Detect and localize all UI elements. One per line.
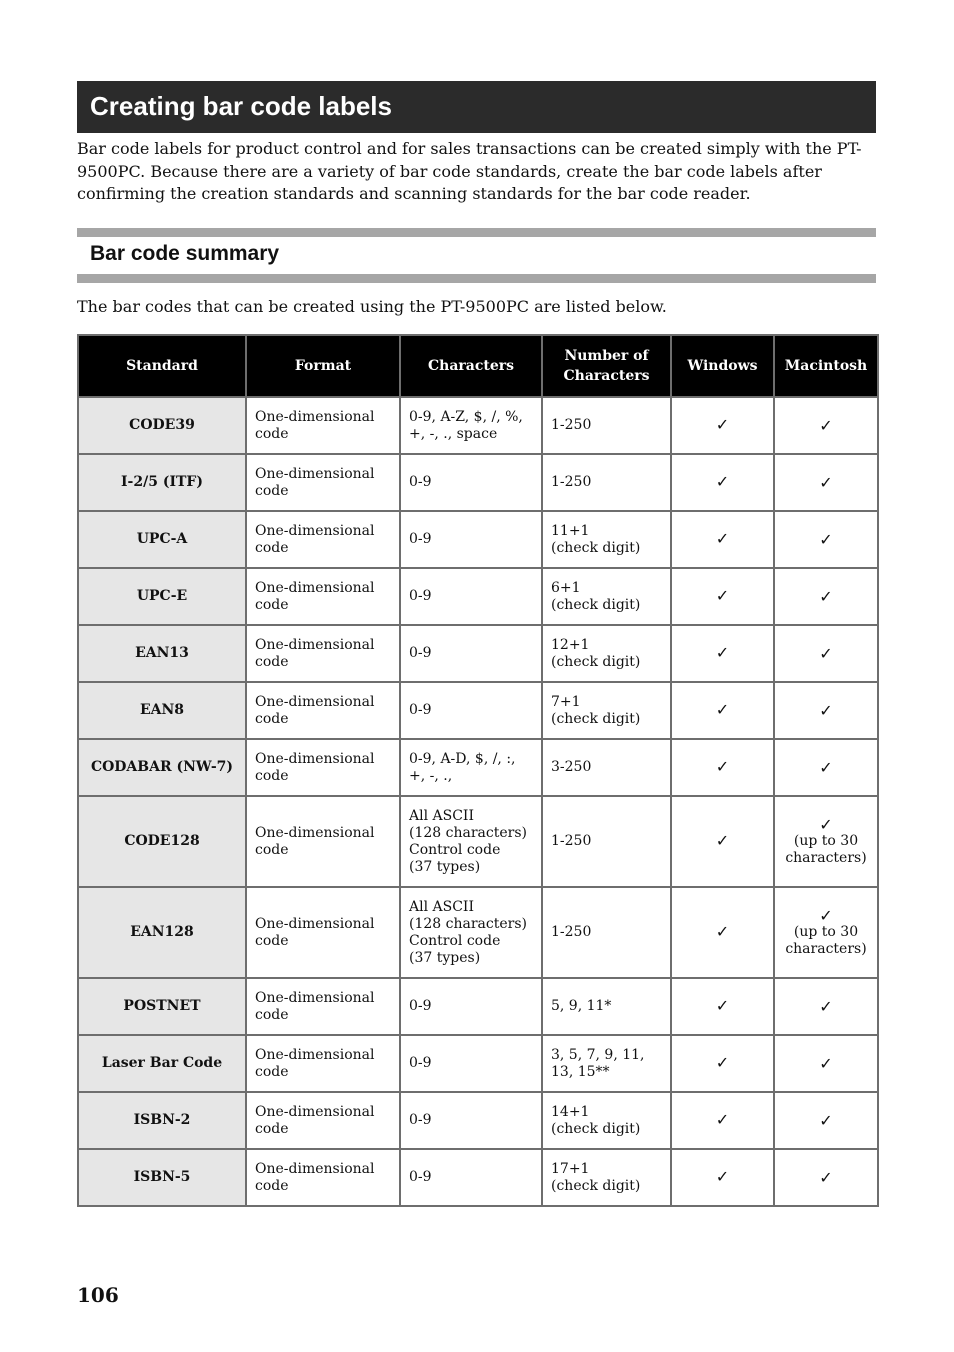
cell-windows bbox=[671, 739, 774, 796]
header-characters: Characters bbox=[400, 335, 542, 397]
cell-number-of-characters: 3, 5, 7, 9, 11, 13, 15** bbox=[542, 1035, 671, 1092]
cell-format: One-dimensional code bbox=[246, 454, 400, 511]
cell-windows bbox=[671, 1092, 774, 1149]
cell-number-of-characters: 1-250 bbox=[542, 887, 671, 978]
cell-number-of-characters: 6+1 (check digit) bbox=[542, 568, 671, 625]
cell-macintosh bbox=[774, 682, 878, 739]
cell-macintosh bbox=[774, 1035, 878, 1092]
cell-standard: ISBN-5 bbox=[78, 1149, 246, 1206]
table-body bbox=[78, 397, 878, 1206]
cell-number-of-characters: 1-250 bbox=[542, 796, 671, 887]
table-row bbox=[78, 625, 878, 682]
section-title: Bar code summary bbox=[90, 242, 280, 265]
cell-number-of-characters: 3-250 bbox=[542, 739, 671, 796]
check-icon: ✓ bbox=[819, 644, 833, 663]
cell-windows bbox=[671, 397, 774, 454]
cell-characters: All ASCII (128 characters) Control code (37 types) bbox=[400, 887, 542, 978]
cell-windows bbox=[671, 796, 774, 887]
cell-standard: UPC-E bbox=[78, 568, 246, 625]
cell-characters: All ASCII (128 characters) Control code (37 types) bbox=[400, 796, 542, 887]
page-number: 106 bbox=[77, 1283, 119, 1307]
check-icon: ✓ bbox=[819, 473, 833, 492]
check-icon: ✓ bbox=[819, 587, 833, 606]
cell-windows bbox=[671, 978, 774, 1035]
cell-format: One-dimensional code bbox=[246, 796, 400, 887]
cell-format: One-dimensional code bbox=[246, 978, 400, 1035]
cell-format: One-dimensional code bbox=[246, 739, 400, 796]
check-icon: ✓ bbox=[715, 415, 730, 434]
cell-windows bbox=[671, 454, 774, 511]
cell-windows bbox=[671, 887, 774, 978]
cell-characters: 0-9 bbox=[400, 511, 542, 568]
check-icon: ✓ bbox=[819, 1054, 833, 1073]
check-icon: ✓ bbox=[715, 1110, 730, 1129]
header-windows: Windows bbox=[671, 335, 774, 397]
table-header-row bbox=[78, 335, 878, 397]
cell-standard: EAN8 bbox=[78, 682, 246, 739]
cell-standard: UPC-A bbox=[78, 511, 246, 568]
cell-number-of-characters: 12+1 (check digit) bbox=[542, 625, 671, 682]
cell-standard: EAN128 bbox=[78, 887, 246, 978]
check-icon: ✓ bbox=[715, 1167, 730, 1186]
mac-note: (up to 30 characters) bbox=[785, 924, 867, 957]
cell-characters: 0-9 bbox=[400, 978, 542, 1035]
cell-format: One-dimensional code bbox=[246, 568, 400, 625]
cell-format: One-dimensional code bbox=[246, 682, 400, 739]
check-icon: ✓ bbox=[819, 997, 833, 1016]
cell-windows bbox=[671, 682, 774, 739]
check-icon: ✓ bbox=[819, 530, 833, 549]
cell-number-of-characters: 17+1 (check digit) bbox=[542, 1149, 671, 1206]
cell-macintosh bbox=[774, 739, 878, 796]
section-rule-bottom bbox=[77, 274, 876, 283]
cell-characters: 0-9 bbox=[400, 1092, 542, 1149]
header-format: Format bbox=[246, 335, 400, 397]
check-icon: ✓ bbox=[715, 996, 730, 1015]
cell-number-of-characters: 1-250 bbox=[542, 397, 671, 454]
cell-characters: 0-9 bbox=[400, 1149, 542, 1206]
check-icon: ✓ bbox=[715, 529, 730, 548]
check-icon: ✓ bbox=[819, 1168, 833, 1187]
table-row bbox=[78, 1092, 878, 1149]
cell-standard: I-2/5 (ITF) bbox=[78, 454, 246, 511]
table-row bbox=[78, 978, 878, 1035]
cell-characters: 0-9 bbox=[400, 454, 542, 511]
cell-number-of-characters: 14+1 (check digit) bbox=[542, 1092, 671, 1149]
check-icon: ✓ bbox=[715, 472, 730, 491]
header-macintosh: Macintosh bbox=[774, 335, 878, 397]
cell-macintosh bbox=[774, 796, 878, 887]
check-icon: ✓ bbox=[715, 586, 730, 605]
cell-format: One-dimensional code bbox=[246, 1092, 400, 1149]
barcode-summary-table bbox=[77, 334, 879, 1207]
cell-macintosh bbox=[774, 454, 878, 511]
check-icon: ✓ bbox=[715, 643, 730, 662]
lead-paragraph: The bar codes that can be created using the PT-9500PC are listed below. bbox=[77, 297, 667, 316]
check-icon: ✓ bbox=[715, 757, 730, 776]
table-row bbox=[78, 887, 878, 978]
cell-macintosh bbox=[774, 625, 878, 682]
table-row bbox=[78, 1035, 878, 1092]
check-icon: ✓ bbox=[819, 815, 833, 834]
cell-format: One-dimensional code bbox=[246, 511, 400, 568]
table-row bbox=[78, 739, 878, 796]
check-icon: ✓ bbox=[819, 906, 833, 925]
table-row bbox=[78, 568, 878, 625]
check-icon: ✓ bbox=[819, 1111, 833, 1130]
check-icon: ✓ bbox=[819, 758, 833, 777]
table-row bbox=[78, 511, 878, 568]
cell-windows bbox=[671, 511, 774, 568]
cell-macintosh bbox=[774, 568, 878, 625]
chapter-title-bar bbox=[77, 81, 876, 133]
cell-macintosh bbox=[774, 1092, 878, 1149]
cell-macintosh bbox=[774, 887, 878, 978]
check-icon: ✓ bbox=[715, 922, 730, 941]
cell-macintosh bbox=[774, 1149, 878, 1206]
intro-paragraph: Bar code labels for product control and for sales transactions can be created simply with the PT-9500PC. Because there are a variety of bar code standards, create the bar code labels after confirming the creation standards and scanning standards for the bar code reader. bbox=[77, 139, 862, 203]
cell-standard: Laser Bar Code bbox=[78, 1035, 246, 1092]
cell-standard: EAN13 bbox=[78, 625, 246, 682]
cell-windows bbox=[671, 625, 774, 682]
cell-windows bbox=[671, 568, 774, 625]
cell-windows bbox=[671, 1149, 774, 1206]
mac-note: (up to 30 characters) bbox=[785, 833, 867, 866]
header-number-of-characters: Number of Characters bbox=[542, 335, 671, 397]
cell-standard: CODABAR (NW-7) bbox=[78, 739, 246, 796]
cell-characters: 0-9 bbox=[400, 568, 542, 625]
cell-standard: ISBN-2 bbox=[78, 1092, 246, 1149]
cell-macintosh bbox=[774, 978, 878, 1035]
cell-number-of-characters: 5, 9, 11* bbox=[542, 978, 671, 1035]
cell-windows bbox=[671, 1035, 774, 1092]
cell-format: One-dimensional code bbox=[246, 1035, 400, 1092]
header-standard: Standard bbox=[78, 335, 246, 397]
section-rule-top bbox=[77, 228, 876, 237]
check-icon: ✓ bbox=[715, 1053, 730, 1072]
cell-characters: 0-9, A-D, $, /, :, +, -, ., bbox=[400, 739, 542, 796]
check-icon: ✓ bbox=[819, 416, 833, 435]
check-icon: ✓ bbox=[819, 701, 833, 720]
cell-format: One-dimensional code bbox=[246, 887, 400, 978]
cell-standard: POSTNET bbox=[78, 978, 246, 1035]
cell-format: One-dimensional code bbox=[246, 1149, 400, 1206]
cell-macintosh bbox=[774, 397, 878, 454]
cell-number-of-characters: 1-250 bbox=[542, 454, 671, 511]
chapter-title: Creating bar code labels bbox=[90, 91, 392, 121]
cell-standard: CODE39 bbox=[78, 397, 246, 454]
cell-number-of-characters: 7+1 (check digit) bbox=[542, 682, 671, 739]
cell-characters: 0-9, A-Z, $, /, %, +, -, ., space bbox=[400, 397, 542, 454]
table-row bbox=[78, 397, 878, 454]
check-icon: ✓ bbox=[715, 831, 730, 850]
table-row bbox=[78, 1149, 878, 1206]
cell-characters: 0-9 bbox=[400, 625, 542, 682]
table-row bbox=[78, 454, 878, 511]
cell-macintosh bbox=[774, 511, 878, 568]
cell-format: One-dimensional code bbox=[246, 625, 400, 682]
check-icon: ✓ bbox=[715, 700, 730, 719]
cell-format: One-dimensional code bbox=[246, 397, 400, 454]
table-row bbox=[78, 796, 878, 887]
cell-number-of-characters: 11+1 (check digit) bbox=[542, 511, 671, 568]
cell-standard: CODE128 bbox=[78, 796, 246, 887]
table-row bbox=[78, 682, 878, 739]
cell-characters: 0-9 bbox=[400, 1035, 542, 1092]
cell-characters: 0-9 bbox=[400, 682, 542, 739]
